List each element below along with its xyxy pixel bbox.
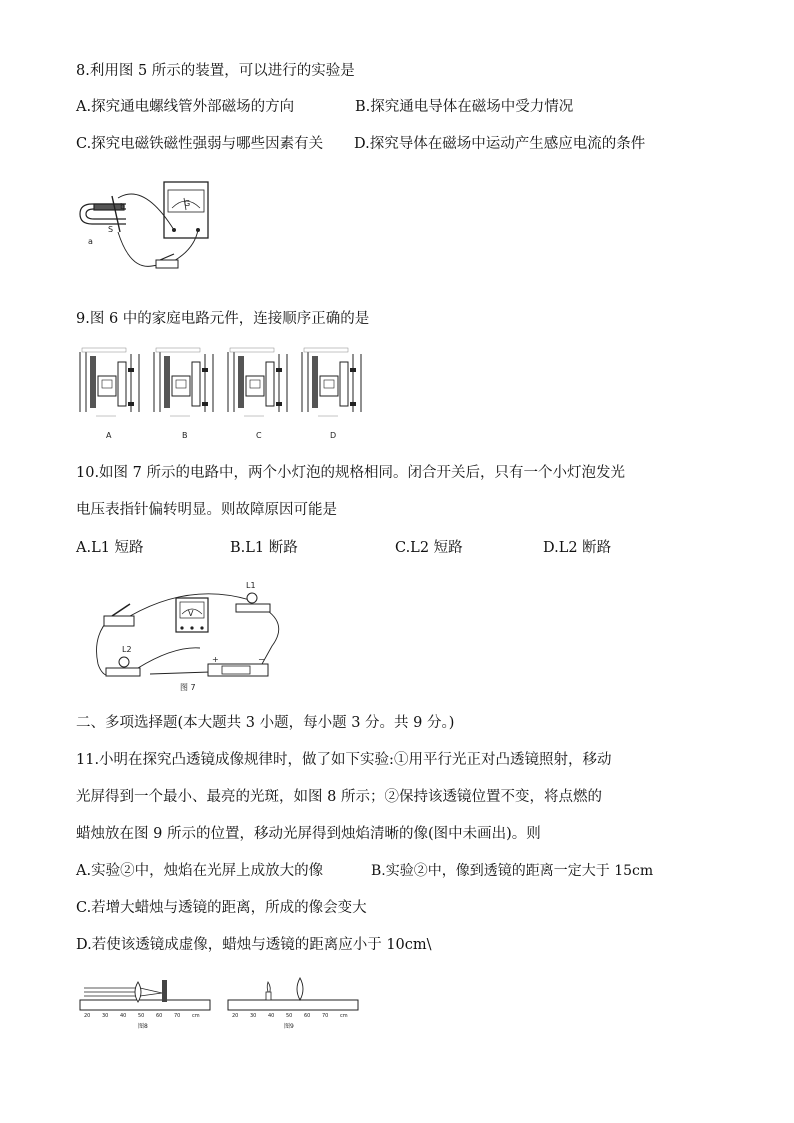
figure-8-bench bbox=[80, 980, 210, 1030]
circuit-panel-b bbox=[154, 348, 213, 416]
q8-option-c: C.探究电磁铁磁性强弱与哪些因素有关 bbox=[76, 136, 324, 152]
lamp-l1 bbox=[236, 581, 270, 612]
conductor-wire bbox=[112, 196, 120, 232]
q8-option-a: A.探究通电螺线管外部磁场的方向 bbox=[76, 99, 295, 115]
lens-fig9 bbox=[297, 978, 303, 1000]
convex-lens bbox=[135, 982, 141, 1002]
circuit-panel-d bbox=[302, 348, 361, 416]
voltmeter bbox=[176, 598, 208, 632]
switch bbox=[104, 604, 134, 626]
q11-option-d: D.若使该透镜成虚像，蜡烛与透镜的距离应小于 10cm\ bbox=[76, 937, 432, 953]
circuit-panel-a bbox=[80, 348, 139, 416]
panel-label-d: D bbox=[330, 431, 337, 440]
svg-text:30: 30 bbox=[102, 1013, 109, 1019]
galvanometer bbox=[164, 182, 208, 238]
svg-text:50: 50 bbox=[138, 1013, 145, 1019]
svg-text:cm: cm bbox=[192, 1013, 200, 1019]
q8-option-d: D.探究导体在磁场中运动产生感应电流的条件 bbox=[354, 136, 646, 152]
q11-stem-line3: 蜡烛放在图 9 所示的位置，移动光屏得到烛焰清晰的像(图中未画出)。则 bbox=[76, 826, 541, 842]
q10-stem-line1: 10.如图 7 所示的电路中，两个小灯泡的规格相同。闭合开关后，只有一个小灯泡发光 bbox=[76, 465, 626, 481]
figure-9-caption: 图9 bbox=[284, 1023, 294, 1030]
candle bbox=[266, 992, 271, 1000]
wire-bottom bbox=[150, 672, 210, 674]
q9-stem: 9.图 6 中的家庭电路元件，连接顺序正确的是 bbox=[76, 311, 370, 327]
figure-5-apparatus bbox=[74, 176, 224, 276]
q10-option-b: B.L1 断路 bbox=[230, 540, 298, 556]
panel-label-c: C bbox=[256, 431, 262, 440]
q8-stem: 8.利用图 5 所示的装置，可以进行的实验是 bbox=[76, 63, 355, 79]
svg-text:40: 40 bbox=[120, 1013, 127, 1019]
figure-6-household-circuits bbox=[76, 346, 366, 444]
figure-8-caption: 图8 bbox=[138, 1023, 148, 1030]
label-b: b bbox=[120, 202, 126, 211]
light-screen bbox=[162, 980, 167, 1002]
svg-text:30: 30 bbox=[250, 1013, 257, 1019]
voltmeter-label: V bbox=[188, 609, 194, 618]
label-s: S bbox=[108, 225, 114, 234]
fig8-ruler-ticks bbox=[84, 1013, 200, 1019]
q10-stem-line2: 电压表指针偏转明显。则故障原因可能是 bbox=[76, 502, 337, 518]
q11-stem-line1: 11.小明在探究凸透镜成像规律时，做了如下实验:①用平行光正对凸透镜照射，移动 bbox=[76, 752, 612, 768]
figure-7-caption: 图 7 bbox=[180, 683, 196, 692]
svg-text:50: 50 bbox=[286, 1013, 293, 1019]
lamp-l2 bbox=[106, 645, 140, 676]
wire-left bbox=[97, 618, 111, 676]
q10-option-a: A.L1 短路 bbox=[76, 540, 144, 556]
label-a: a bbox=[88, 237, 93, 246]
q11-stem-line2: 光屏得到一个最小、最亮的光斑，如图 8 所示；②保持该透镜位置不变，将点燃的 bbox=[76, 789, 602, 805]
svg-text:20: 20 bbox=[232, 1013, 239, 1019]
panel-label-a: A bbox=[106, 431, 112, 440]
fig9-ruler-ticks bbox=[232, 1013, 348, 1019]
q8-option-b: B.探究通电导体在磁场中受力情况 bbox=[355, 99, 574, 115]
battery-plus: + bbox=[212, 655, 219, 664]
svg-text:20: 20 bbox=[84, 1013, 91, 1019]
battery bbox=[208, 655, 268, 676]
label-g: G bbox=[184, 199, 191, 208]
q10-option-d: D.L2 断路 bbox=[543, 540, 612, 556]
q11-option-a: A.实验②中，烛焰在光屏上成放大的像 bbox=[76, 863, 324, 879]
section-2-heading: 二、多项选择题(本大题共 3 小题，每小题 3 分。共 9 分。) bbox=[76, 715, 455, 731]
svg-text:70: 70 bbox=[322, 1013, 329, 1019]
svg-text:40: 40 bbox=[268, 1013, 275, 1019]
circuit-panel-c bbox=[228, 348, 287, 416]
battery-minus: − bbox=[258, 655, 265, 664]
svg-text:60: 60 bbox=[156, 1013, 163, 1019]
label-l2: L2 bbox=[122, 645, 132, 654]
svg-text:70: 70 bbox=[174, 1013, 181, 1019]
svg-text:cm: cm bbox=[340, 1013, 348, 1019]
figure-9-bench bbox=[228, 978, 358, 1030]
switch bbox=[156, 254, 178, 268]
q11-option-b: B.实验②中，像到透镜的距离一定大于 15cm bbox=[371, 863, 654, 879]
figures-8-9-optics-bench bbox=[78, 972, 362, 1032]
q11-option-c: C.若增大蜡烛与透镜的距离，所成的像会变大 bbox=[76, 900, 367, 916]
label-l1: L1 bbox=[246, 581, 256, 590]
figure-7-circuit bbox=[90, 576, 290, 694]
q10-option-c: C.L2 短路 bbox=[395, 540, 463, 556]
svg-text:60: 60 bbox=[304, 1013, 311, 1019]
panel-label-b: B bbox=[182, 431, 188, 440]
wire-middle bbox=[138, 648, 200, 668]
